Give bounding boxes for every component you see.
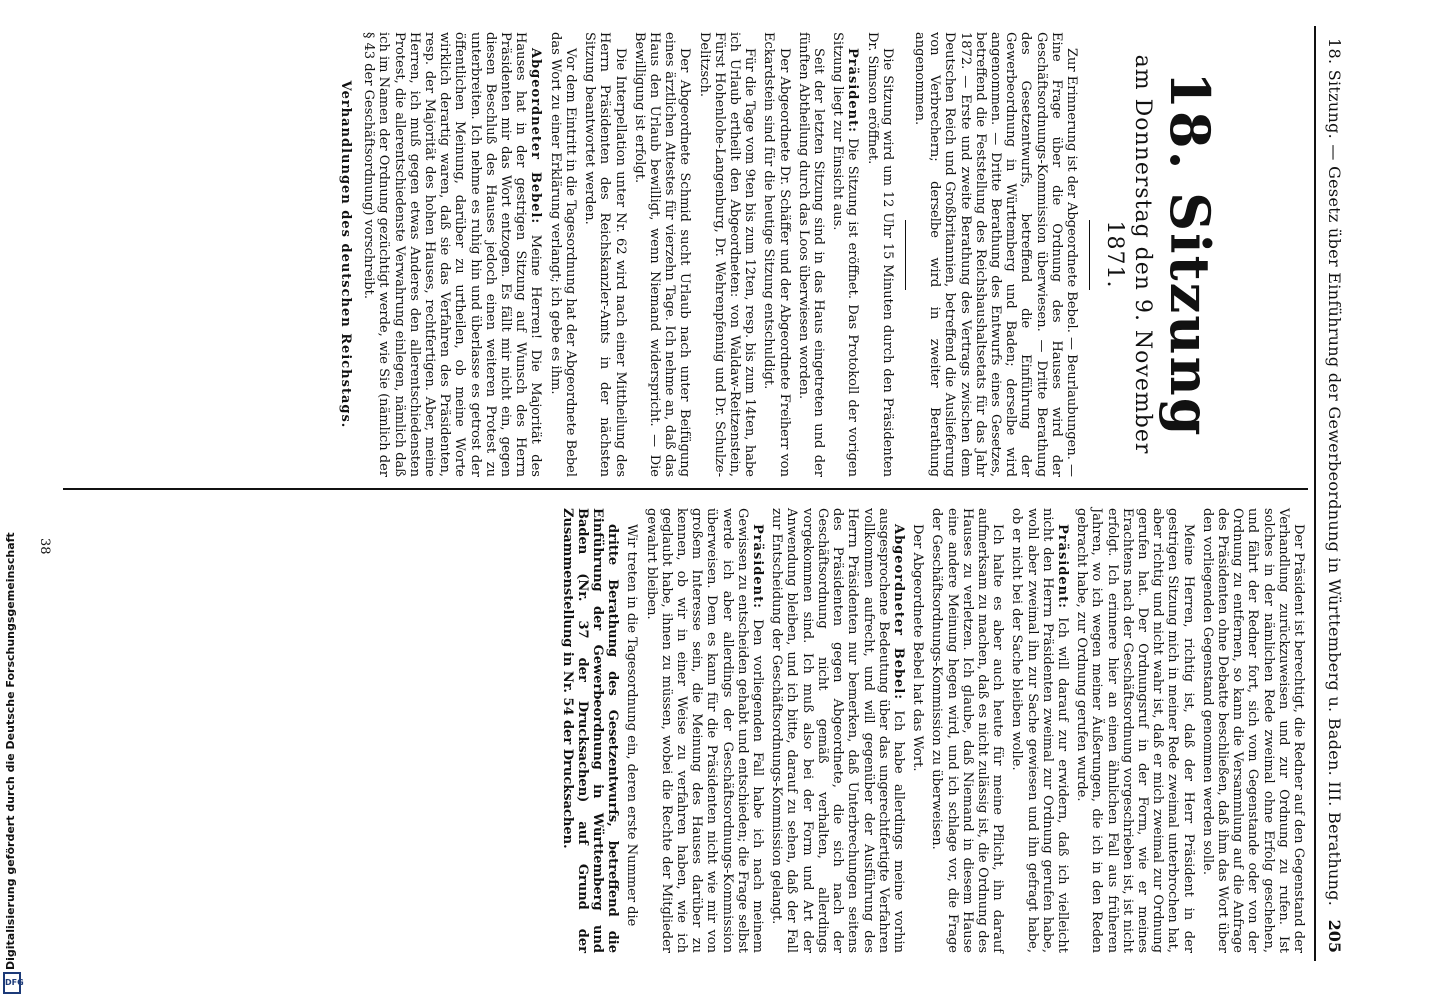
dfg-logo: DFG	[3, 972, 21, 994]
paragraph-text: Ich will darauf zur erwidern, daß ich vielleicht nicht den Herrn Präsidenten zweimal zur Ordnung gerufen habe, wohl aber zweimal ihn zur Sache gewiesen und ihn gefragt habe, ob er nicht bei der Sache bleiben wolle.	[1009, 508, 1070, 953]
paragraph: Wir treten in die Tagesordnung ein, deren erste Nummer die	[624, 524, 640, 927]
session-date: am Donnerstag den 9. November 1871.	[1102, 54, 1155, 455]
divider	[905, 220, 906, 290]
paragraph	[361, 32, 543, 477]
speaker-name: Präsident:	[750, 524, 766, 609]
paragraph: Die Interpellation unter Nr. 62 wird nach einer Mittheilung des Herrn Präsidenten des Reichskanzler-Amts in der nächsten Sitzung beantwortet werden.	[582, 32, 628, 477]
paragraph: Meine Herren, richtig ist, daß der Herr Präsident in der gestrigen Sitzung mich in meiner Rede zweimal unterbrochen hat, aber richtig und nicht wahr ist, daß er mich zweimal zur Ordnung gerufen hat. Der Ordnungsruf in der Form, wie er meines Erachtens nach der Geschäftsordnung vorgeschrieben ist, ist nicht erfolgt. Ich erinnere hier an einen ähnlichen Fall aus früheren Jahren, wo ich wegen meiner Äußerungen, die ich in den Reden gebracht habe, zur Ordnung gerufen wurde.	[1074, 508, 1196, 953]
digitization-notice: Digitalisierung gefördert durch die Deutsche Forschungsgemeinschaft	[4, 532, 17, 970]
left-column	[338, 32, 1306, 477]
page-number-top: 205	[1325, 919, 1344, 953]
paragraph	[643, 508, 765, 953]
paragraph: Seit der letzten Sitzung sind in das Haus eingetreten und der fünften Abtheilung durch das Loos überwiesen worden.	[795, 32, 826, 477]
paragraph	[769, 508, 906, 953]
speaker-name: Abgeordneter Bebel:	[528, 48, 544, 225]
paragraph: Vor dem Eintritt in die Tagesordnung hat der Abgeordnete Bebel das Wort zu einer Erklärung verlangt; ich gebe es ihm.	[547, 32, 578, 477]
paragraph: Der Präsident ist berechtigt, die Redner auf den Gegenstand der Verhandlung zurückzuweisen und zur Ordnung zu rufen. Ist solches in der nämlichen Rede zweimal ohne Erfolg geschehen, und fährt der Redner fort, sich vom Gegenstande oder von der Ordnung zu entfernen, so kann die Versammlung auf die Anfrage des Präsidenten ohne Debatte beschließen, daß ihm das Wort über den vorliegenden Gegenstand genommen werden solle.	[1199, 508, 1306, 953]
paragraph-text: Die Sitzung ist eröffnet. Das Protokoll der vorigen Sitzung liegt zur Einsicht aus.	[830, 32, 861, 477]
speaker-name: Präsident:	[1054, 524, 1070, 609]
header-rule	[1314, 26, 1316, 961]
paragraph: Der Abgeordnete Dr. Schäffer und der Abgeordnete Freiherr von Eckardstein sind für die heutige Sitzung entschuldigt.	[761, 32, 792, 477]
running-head	[1322, 38, 1344, 953]
divider	[1089, 220, 1090, 290]
paragraph	[1009, 508, 1070, 953]
paragraph: Ich halte es aber auch heute für meine Pflicht, ihn darauf aufmerksam zu machen, daß es nicht zulässig ist, die Ordnung des Hauses zu verletzen. Ich glaube, daß Niemand in diesem Hause eine andere Meinung hegen wird, und ich schlage vor, die Frage der Geschäftsordnungs-Kommission zu überweisen.	[929, 508, 1006, 953]
footer-title: Verhandlungen des deutschen Reichstags.	[338, 80, 354, 429]
paragraph: Der Abgeordnete Bebel hat das Wort.	[910, 524, 926, 772]
right-column	[555, 508, 1306, 953]
speaker-name: Präsident:	[845, 48, 861, 133]
agenda-item: dritte Berathung des Gesetzentwurfs, betreffend die Einführung der Gewerbeordnung in Württemberg und Baden (Nr. 37 der Drucksachen) auf Grund der Zusammenstellung in Nr. 54 der Drucksachen.	[559, 508, 621, 953]
opening-paragraph: Die Sitzung wird um 12 Uhr 15 Minuten durch den Präsidenten Dr. Simson eröffnet.	[864, 32, 895, 477]
paragraph: Für die Tage vom 9ten bis zum 12ten, resp. bis zum 14ten, habe ich Urlaub ertheilt den Abgeordneten: von Waldaw-Reitzenstein, Fürst Hohenlohe-Langenburg, Dr. Wehrenpfennig und Dr. Schulze-Delitzsch.	[696, 32, 758, 477]
paragraph: Der Abgeordnete Schmid sucht Urlaub nach unter Beifügung eines ärztlichen Attestes für vierzehn Tage. Ich nehme an, daß das Haus den Urlaub bewilligt, wenn Niemand widerspricht. — Die Bewilligung ist erfolgt.	[631, 32, 693, 477]
column-rule	[63, 488, 1308, 490]
page-number-bottom: 38	[37, 538, 52, 555]
running-head-title: 18. Sitzung. — Gesetz über Einführung der Gewerbeordnung in Württemberg u. Baden. III. Berathung.	[1325, 38, 1344, 907]
paragraph	[830, 32, 860, 477]
paragraph-text: Den vorliegenden Fall habe ich nach meinem Gewissen zu entscheiden gehabt und entschieden; die Frage selbst werde ich aber allerdings der Geschäftsordnungs-Kommission überweisen. Dem es kann für die Präsidenten nicht wie mir von großem Interesse sein, die Meinung des Hauses darüber zu kennen, ob wir in einer Weise zu verfahren haben, wie ich geglaubt habe, ihnen zu müssen, wobei die Rechte der Mitglieder gewahrt bleiben.	[643, 508, 766, 954]
digitization-strip	[0, 0, 26, 1000]
session-heading: 18. Sitzung	[1158, 71, 1222, 438]
session-summary: Zur Erinnerung ist der Abgeordnete Bebel. — Beurlaubungen. — Eine Frage über die Ordnung des Hauses wird der Geschäftsordnungs-Kommission überwiesen. — Dritte Berathung des Gesetzentwurfs, betreffend die Einführung der Gewerbeordnung in Württemberg und Baden; derselbe wird angenommen. — Dritte Berathung des Entwurfs eines Gesetzes, betreffend die Feststellung des Reichshaushaltsetats für das Jahr 1872. — Erste und zweite Berathung des Vertrags zwischen dem Deutschen Reich und Großbritannien, betreffend die Auslieferung von Verbrechern; derselbe wird in zweiter Berathung angenommen.	[911, 32, 1079, 477]
speaker-name: Abgeordneter Bebel:	[890, 524, 906, 701]
paragraph-text: Ich habe allerdings meine vorhin ausgesprochene Bedeutung über das ungerechtfertigte Verfahren vollkommen aufrecht, und will gegenüber der Ausführung des Herrn Präsidenten nur bemerken, daß Unterbrechungen seitens des Präsidenten gegen Abgeordnete, die sich nach der Geschäftsordnung nicht gemäß verhalten, allerdings vorgekommen sind. Ich muß also bei der Form und Art der Anwendung bleiben, und ich bitte, darauf zu sehen, daß der Fall zur Entscheidung der Geschäftsordnungs-Kommission gelangt.	[769, 508, 906, 953]
document-page	[22, 18, 1352, 978]
paragraph-text: Meine Herren! Die Majorität des Hauses hat in der gestrigen Sitzung auf Wunsch des Herrn Präsidenten mir das Wort entzogen. Es fällt mir nicht ein, gegen diesen Beschluß des Hauses jedoch einen weiteren Protest zu unterbreiten. Ich nehme es ruhig hin und überlasse es getrost der öffentlichen Meinung, darüber zu urtheilen, ob meine Worte wirklich derartig waren, daß sie das Verfahren des Präsidenten, resp. der Majorität des hohen Hauses, rechtfertigen. Aber, meine Herren, ich muß gegen etwas Anderes den allerentschiedensten Protest, die allerentschiedenste Verwahrung einlegen, nämlich daß ich im Namen der Ordnung gezüchtigt werde, wie Sie (nämlich der § 43 der Geschäftsordnung) vorschreibt.	[361, 32, 544, 477]
